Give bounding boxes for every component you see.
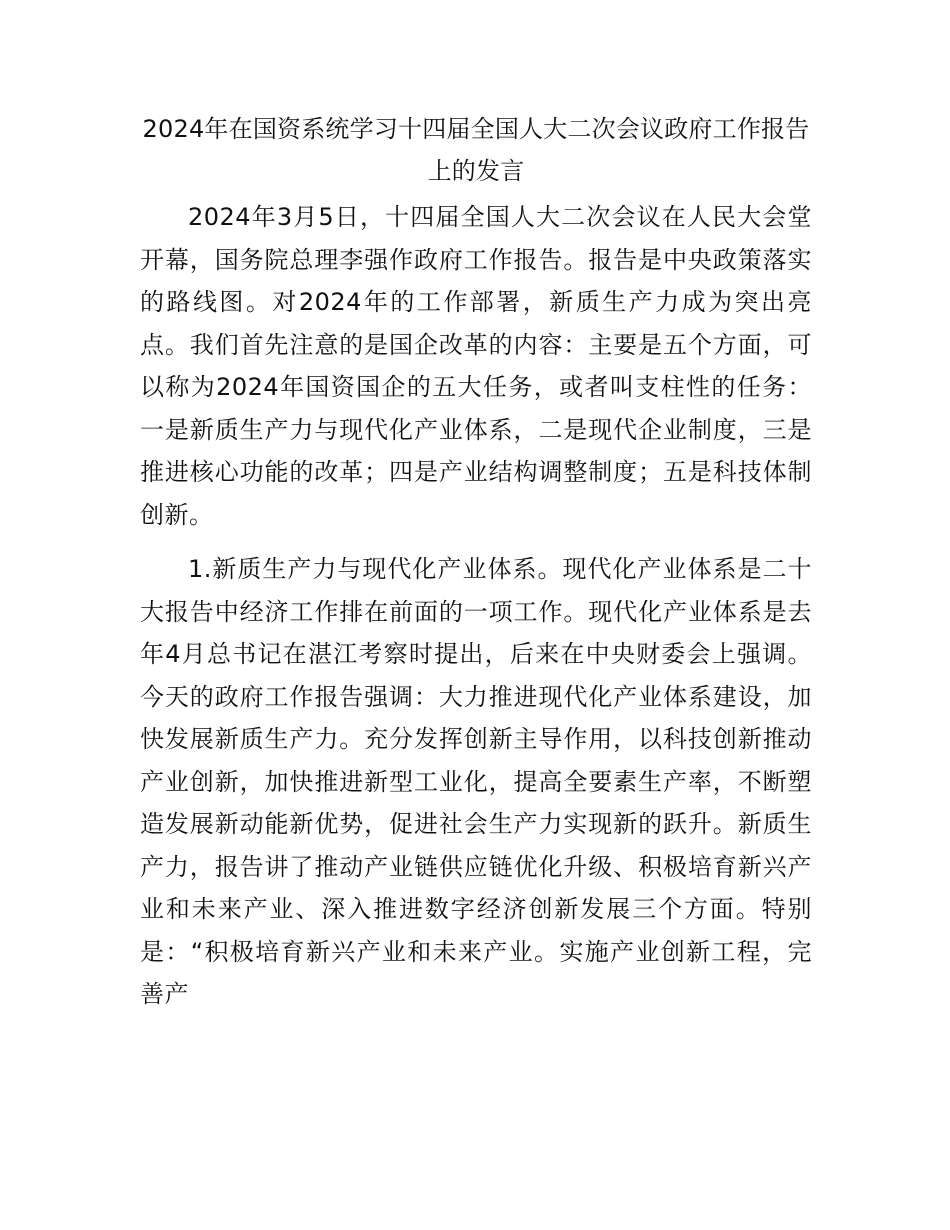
paragraph-section-1: 1.新质生产力与现代化产业体系。现代化产业体系是二十大报告中经济工作排在前面的一项工作。现代化产业体系是去年4月总书记在湛江考察时提出，后来在中央财委会上强调。今天的政府工作报告强调：大力推进现代化产业体系建设，加快发展新质生产力。充分发挥创新主导作用，以科技创新推动产业创新，加快推进新型工业化，提高全要素生产率，不断塑造发展新动能新优势，促进社会生产力实现新的跃升。新质生产力，报告讲了推动产业链供应链优化升级、积极培育新兴产业和未来产业、深入推进数字经济创新发展三个方面。特别是：“积极培育新兴产业和未来产业。实施产业创新工程，完善产 [140,555,812,1008]
document-title: 2024年在国资系统学习十四届全国人大二次会议政府工作报告上的发言 [142,115,810,185]
paragraph-intro: 2024年3月5日，十四届全国人大二次会议在人民大会堂开幕，国务院总理李强作政府工作报告。报告是中央政策落实的路线图。对2024年的工作部署，新质生产力成为突出亮点。我们首先注意的是国企改革的内容：主要是五个方面，可以称为2024年国资国企的五大任务，或者叫支柱性的任务：一是新质生产力与现代化产业体系，二是现代企业制度，三是推进核心功能的改革；四是产业结构调整制度；五是科技体制创新。 [140,203,812,529]
document-body [140,108,812,1016]
